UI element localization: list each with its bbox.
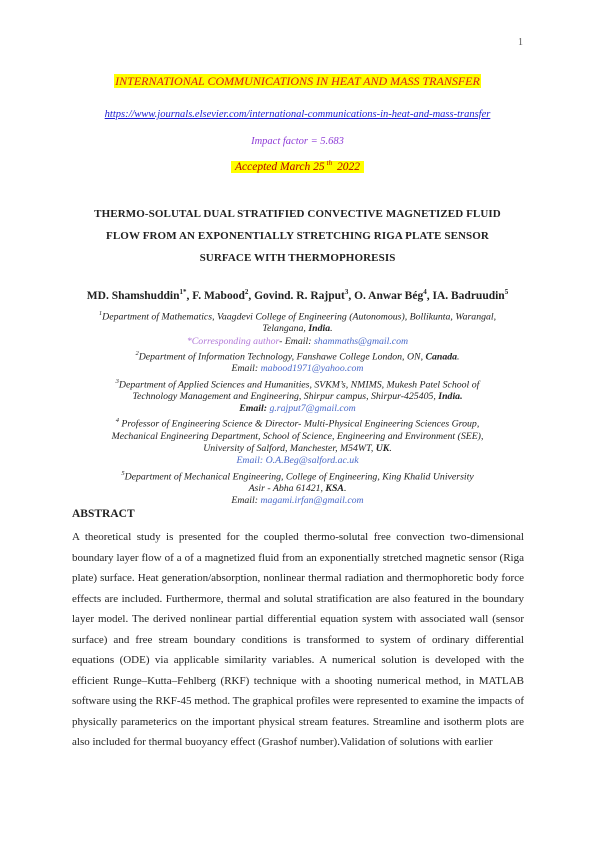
email-link[interactable]: magami.irfan@gmail.com <box>260 495 364 507</box>
paper-title <box>75 203 520 269</box>
email-link[interactable]: g.rajput7@gmail.com <box>269 403 356 415</box>
author: MD. Shamshuddin$^{1*}$, <box>86 288 193 302</box>
affiliation-2: $^2$Department of Information Technology, Fanshawe College London, ON, Canada. <box>135 349 460 363</box>
email-link[interactable]: shammaths@gmail.com <box>313 335 409 347</box>
abstract-heading: ABSTRACT <box>72 508 135 520</box>
author: Govind. R. Rajput$^3$, <box>254 288 355 302</box>
title-line: SURFACE WITH THERMOPHORESIS <box>199 252 396 264</box>
accepted-date: Accepted March 25 $^{th}$ 2022 <box>0 159 595 173</box>
journal-url[interactable]: https://www.journals.elsevier.com/international-communications-in-heat-and-mass-transfer <box>104 109 491 120</box>
affiliation-1: $^1$Department of Mathematics, Vaagdevi College of Engineering (Autonomous), Bollikunta, Warangal, <box>98 310 497 323</box>
title-line: THERMO-SOLUTAL DUAL STRATIFIED CONVECTIVE MAGNETIZED FLUID <box>94 208 501 220</box>
corresponding-author: *Corresponding author- Email: shammaths@gmail.com <box>186 335 409 347</box>
abstract-body: A theoretical study is presented for the coupled thermo-solutal free convection two-dimensional boundary layer flow of a of a magnetized fluid from an exponentially stretched magnetic sensor (Riga plate) surface. Heat generation/absorption, nonlinear thermal radiation and thermophoretic body force effects are included. Furthermore, thermal and solutal stratification are also featured in the boundary layer model. The derived nonlinear partial differential equation system with associated wall (sensor surface) and free stream boundary conditions is transformed to system of ordinary differential equations (ODE) via applicable similarity variables. A numerical solution is developed with the efficient Runge–Kutta–Fehlberg (RKF) technique with a shooting numerical method, in MATLAB software using the RKF-45 method. The graphical profiles were represented to examine the impacts of physically parameterics on the important physical stream features. Streamline and isotherm plots are also included for thermal buoyancy effect (Grashof number).Validation of solutions with earlier <box>72 531 524 748</box>
email-link[interactable]: O.A.Beg@salford.ac.uk <box>265 455 359 467</box>
affiliation-4: $^4$ Professor of Engineering Science & Director- Multi-Physical Engineering Sciences Group, <box>115 417 480 430</box>
author: F. Mabood$^2$, <box>192 288 255 302</box>
title-line: FLOW FROM AN EXPONENTIALLY STRETCHING RIGA PLATE SENSOR <box>106 230 489 242</box>
affiliation-3: $^3$Department of Applied Sciences and Humanities, SVKM’s, NMIMS, Mukesh Patel School of <box>115 377 480 390</box>
affiliations: $^1$Department of Mathematics, Vaagdevi College of Engineering (Autonomous), Bollikunta, Warangal, Telangana, India. *Corresponding author- Email: shammaths@gmail.com $^2$Department of Information Technology, Fanshawe College London, ON, Canada. Email: mabood1971@yahoo.com $^3$Department of Applied Sciences and Humanities, SVKM’s, NMIMS, Mukesh Patel School of Technology Management and Engineering, Shirpur campus, Shirpur-425405, India. Email: g.rajput7@gmail.com $^4$ Professor of Engineering Science & Director- Multi-Physical Engineering Sciences Group, Mechanical Engineering Department, School of Science, Engineering and Environment (SEE), University of Salford, Manchester, M54WT, UK. Email: O.A.Beg@salford.ac.uk $^5$Department of Mechanical Engineering, College of Engineering, King Khalid University Asir - Abha 61421, KSA. Email: magami.irfan@gmail.com <box>70 308 525 507</box>
email-link[interactable]: mabood1971@yahoo.com <box>260 363 364 375</box>
journal-name: INTERNATIONAL COMMUNICATIONS IN HEAT AND MASS TRANSFER <box>115 74 480 88</box>
author: O. Anwar Bég$^4$, <box>354 288 433 302</box>
impact-factor: Impact factor = 5.683 <box>251 136 344 147</box>
page-number: 1 <box>518 37 523 48</box>
author-list <box>0 288 595 302</box>
affiliation-5: $^5$Department of Mechanical Engineering, College of Engineering, King Khalid University <box>121 469 474 482</box>
author: IA. Badruudin$^5$ <box>432 288 509 302</box>
